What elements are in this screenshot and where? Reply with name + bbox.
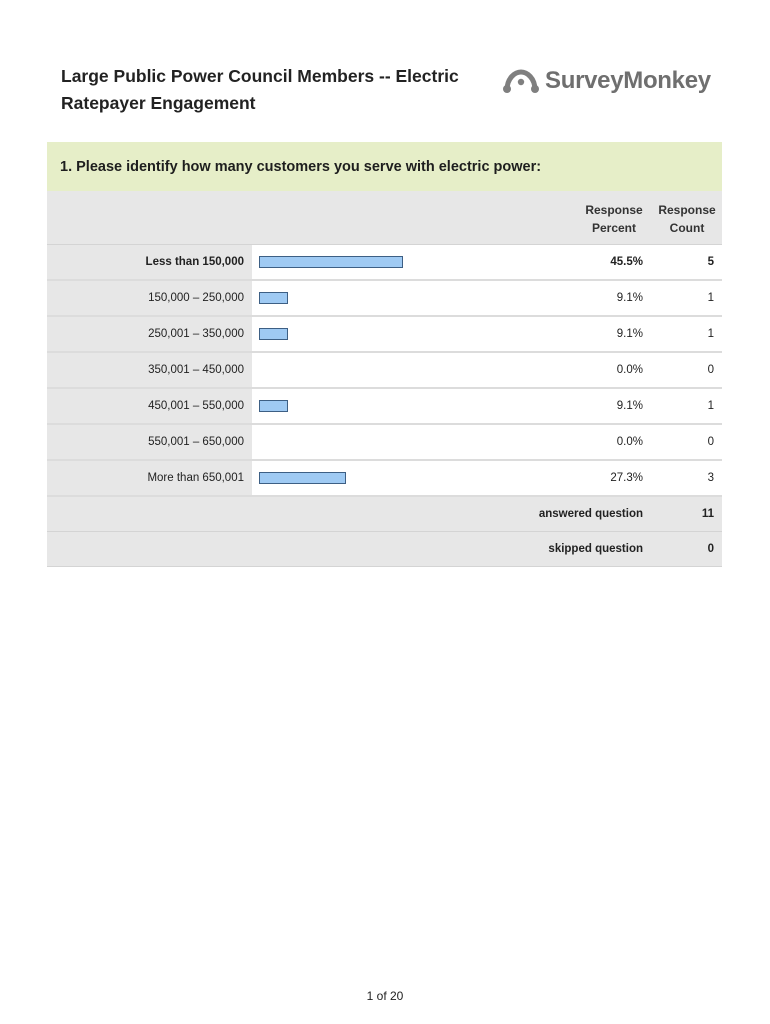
page-number: 1 of 20 — [366, 989, 404, 1003]
response-bar — [259, 292, 288, 304]
response-count: 5 — [707, 256, 714, 268]
response-percent: 9.1% — [616, 328, 643, 340]
response-row — [47, 425, 722, 461]
response-count: 3 — [707, 472, 714, 484]
response-percent-header: Response Percent — [585, 203, 643, 235]
response-percent: 0.0% — [616, 436, 643, 448]
response-bar — [259, 400, 288, 412]
response-count: 1 — [707, 328, 714, 340]
response-row — [47, 353, 722, 389]
response-percent: 9.1% — [616, 400, 643, 412]
answered-question-label: answered question — [538, 508, 643, 520]
response-bar — [259, 472, 346, 484]
column-header — [47, 191, 722, 245]
response-rows — [47, 245, 722, 497]
answered-question-count: 11 — [701, 508, 714, 520]
report-title: Large Public Power Council Members -- Electric Ratepayer Engagement — [61, 66, 459, 113]
answer-label: 550,001 – 650,000 — [47, 425, 252, 459]
response-percent: 9.1% — [616, 292, 643, 304]
response-bar — [259, 328, 288, 340]
question-text: 1. Please identify how many customers you serve with electric power: — [47, 142, 722, 191]
response-count: 1 — [707, 400, 714, 412]
monkey-logo-icon — [503, 68, 539, 94]
answer-label: More than 650,001 — [47, 461, 252, 495]
response-row — [47, 317, 722, 353]
logo-wordmark: SurveyMonkey — [545, 67, 711, 94]
answer-label: 250,001 – 350,000 — [47, 317, 252, 351]
response-count: 0 — [707, 436, 714, 448]
answer-label: 350,001 – 450,000 — [47, 353, 252, 387]
response-percent: 0.0% — [616, 364, 643, 376]
skipped-question-label: skipped question — [548, 543, 643, 555]
surveymonkey-logo — [503, 64, 713, 98]
skipped-question-row — [47, 532, 722, 567]
question-panel — [47, 142, 722, 567]
skipped-question-count: 0 — [707, 543, 714, 555]
response-percent: 27.3% — [610, 472, 643, 484]
response-row — [47, 281, 722, 317]
answered-question-row — [47, 497, 722, 532]
response-count-header: Response Count — [658, 203, 716, 235]
answer-label: 450,001 – 550,000 — [47, 389, 252, 423]
response-row — [47, 389, 722, 425]
response-percent: 45.5% — [610, 256, 643, 268]
response-count: 1 — [707, 292, 714, 304]
response-count: 0 — [707, 364, 714, 376]
answer-label: Less than 150,000 — [47, 245, 252, 279]
response-bar — [259, 256, 403, 268]
response-row — [47, 461, 722, 497]
answer-label: 150,000 – 250,000 — [47, 281, 252, 315]
response-row — [47, 245, 722, 281]
